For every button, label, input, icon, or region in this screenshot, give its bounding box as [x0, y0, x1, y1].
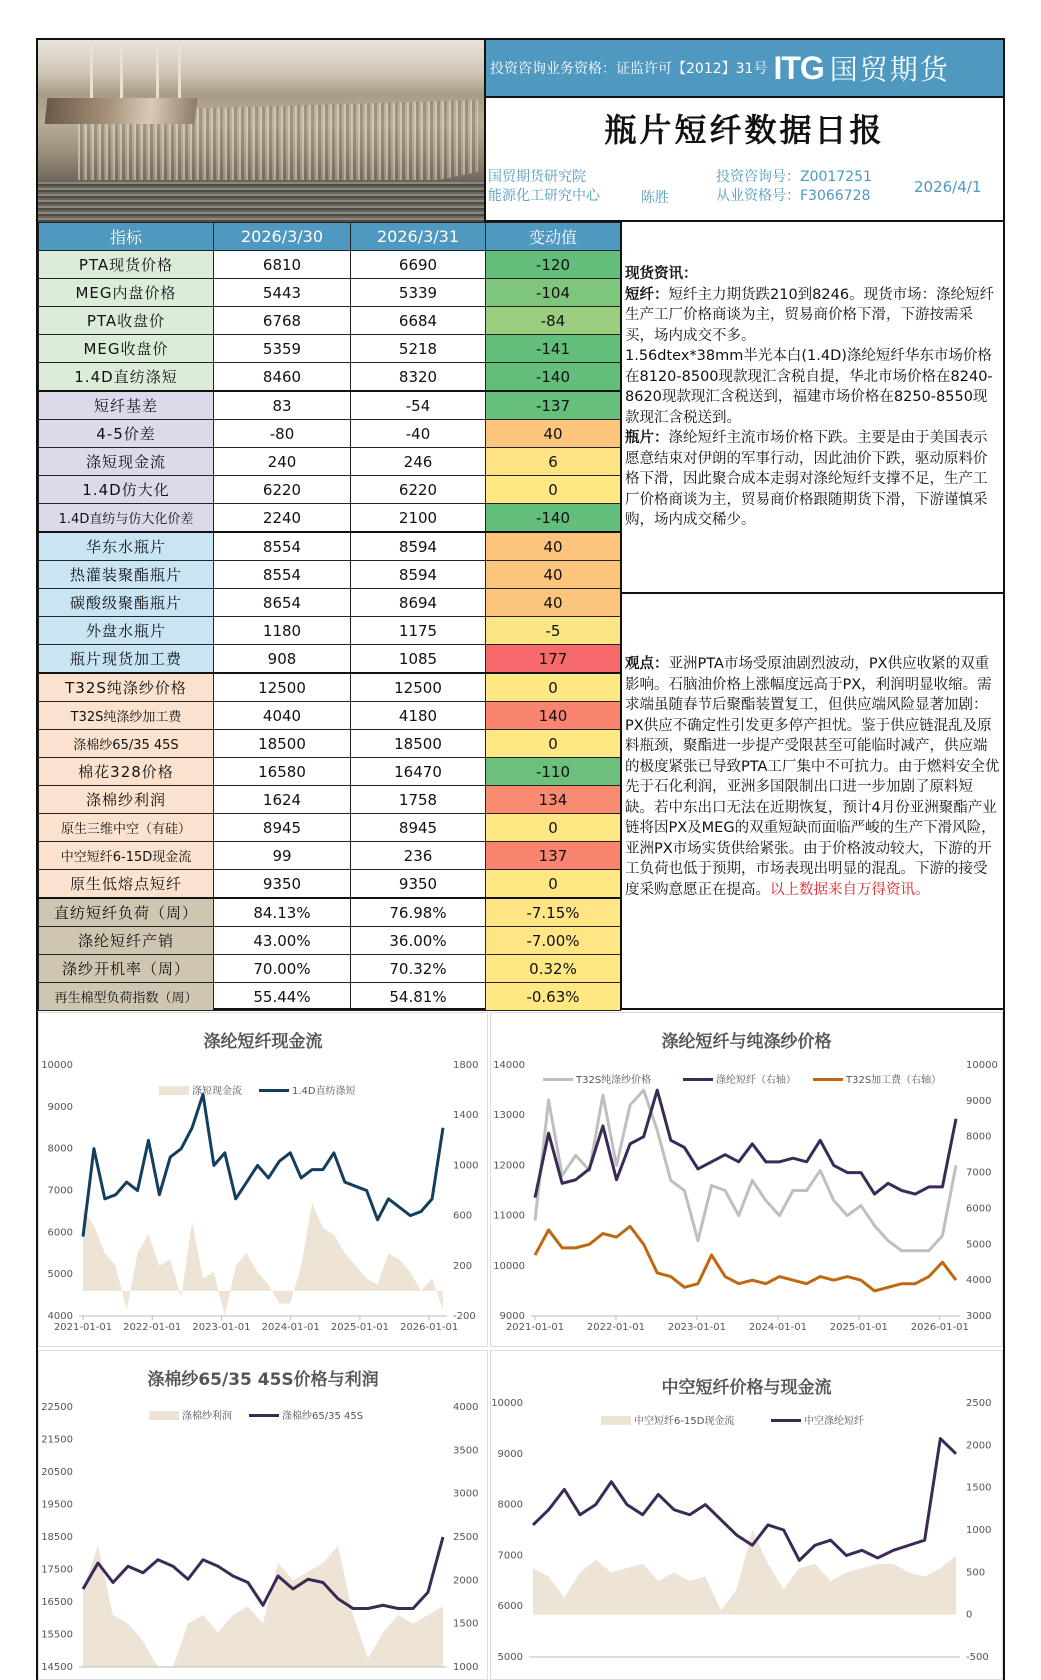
change-value: -7.00% [486, 927, 621, 955]
svg-text:22500: 22500 [41, 1402, 73, 1413]
indicator-label: 原生低熔点短纤 [39, 870, 214, 899]
col-header-indicator: 指标 [39, 223, 214, 251]
svg-text:4000: 4000 [453, 1402, 479, 1413]
svg-text:-500: -500 [966, 1652, 989, 1663]
value-date2: 2100 [351, 504, 486, 533]
indicator-label: 碳酸级聚酯瓶片 [39, 589, 214, 617]
svg-text:2026-01-01: 2026-01-01 [400, 1322, 459, 1333]
area-series [83, 1203, 443, 1316]
table-row [39, 898, 621, 927]
change-value: 137 [486, 842, 621, 870]
change-value: 0.32% [486, 955, 621, 983]
value-date2: 5339 [351, 279, 486, 307]
line-series [83, 1094, 443, 1236]
author-info [486, 162, 1003, 222]
value-date1: 8654 [214, 589, 351, 617]
table-row [39, 730, 621, 758]
table-row [39, 279, 621, 307]
chart-plot [39, 1013, 487, 1346]
change-value: -141 [486, 335, 621, 363]
indicator-label: 涤棉纱65/35 45S [39, 730, 214, 758]
svg-text:6000: 6000 [47, 1227, 73, 1239]
center-name: 能源化工研究中心 [488, 188, 600, 204]
svg-text:8000: 8000 [497, 1499, 523, 1511]
value-date1: 99 [214, 842, 351, 870]
indicator-label: 涤纱开机率（周） [39, 955, 214, 983]
indicator-label: 4-5价差 [39, 420, 214, 448]
svg-text:1800: 1800 [453, 1060, 479, 1071]
brand-name: 国贸期货 [829, 53, 950, 86]
svg-text:14500: 14500 [41, 1662, 73, 1673]
table-header-row [39, 223, 621, 251]
svg-text:2022-01-01: 2022-01-01 [123, 1322, 182, 1333]
svg-text:2025-01-01: 2025-01-01 [330, 1322, 389, 1333]
commentary-panel [620, 222, 1005, 1010]
table-row [39, 645, 621, 674]
indicator-label: T32S纯涤纱价格 [39, 673, 214, 702]
table-row [39, 335, 621, 363]
table-row [39, 307, 621, 335]
chart-title: 中空短纤价格与现金流 [661, 1378, 832, 1398]
psf-label: 短纤： [625, 286, 669, 303]
value-date2: 36.00% [351, 927, 486, 955]
svg-text:500: 500 [966, 1567, 986, 1579]
change-value: 0 [486, 476, 621, 504]
svg-text:13000: 13000 [493, 1110, 525, 1122]
chart-plot [491, 1351, 1002, 1679]
value-date2: 236 [351, 842, 486, 870]
chart-psf-cashflow [38, 1012, 488, 1347]
svg-text:9000: 9000 [47, 1101, 73, 1113]
svg-text:2026-01-01: 2026-01-01 [910, 1322, 969, 1333]
svg-text:5000: 5000 [47, 1269, 73, 1281]
value-date2: 5218 [351, 335, 486, 363]
svg-text:20500: 20500 [41, 1467, 73, 1478]
table-row [39, 561, 621, 589]
svg-text:4000: 4000 [47, 1311, 73, 1322]
value-date2: 8594 [351, 561, 486, 589]
table-row [39, 448, 621, 476]
indicator-label: 外盘水瓶片 [39, 617, 214, 645]
value-date1: 18500 [214, 730, 351, 758]
bottle-text: 涤纶短纤主流市场价格下跌。主要是由于美国表示愿意结束对伊朗的军事行动，因此油价下跌，驱动原料价格下滑，因此聚合成本走弱对涤纶短纤支撑不足，生产工厂价格商谈为主，贸易商价格跟随期货下滑，下游谨慎采购，场内成交稀少。 [625, 430, 988, 528]
svg-text:5000: 5000 [497, 1652, 523, 1663]
svg-text:21500: 21500 [41, 1434, 73, 1446]
value-date2: 8694 [351, 589, 486, 617]
table-row [39, 786, 621, 814]
svg-text:3500: 3500 [453, 1445, 479, 1457]
indicator-label: 华东水瓶片 [39, 532, 214, 561]
change-value: -7.15% [486, 898, 621, 927]
change-value: 6 [486, 448, 621, 476]
table-row [39, 983, 621, 1011]
svg-text:6000: 6000 [497, 1601, 523, 1613]
svg-text:中空涤纶短纤: 中空涤纶短纤 [804, 1416, 864, 1427]
value-date1: 908 [214, 645, 351, 674]
license-text: 投资咨询业务资格：证监许可【2012】31号 [490, 61, 768, 77]
indicator-label: 短纤基差 [39, 391, 214, 420]
svg-text:19500: 19500 [41, 1499, 73, 1511]
svg-text:9000: 9000 [499, 1311, 525, 1322]
table-row [39, 504, 621, 533]
value-date1: 5359 [214, 335, 351, 363]
change-value: -5 [486, 617, 621, 645]
value-date1: 8945 [214, 814, 351, 842]
indicator-label: PTA现货价格 [39, 251, 214, 279]
table-row [39, 842, 621, 870]
chart-title: 涤纶短纤现金流 [203, 1032, 323, 1052]
svg-text:2022-01-01: 2022-01-01 [586, 1322, 646, 1333]
svg-text:1400: 1400 [453, 1110, 479, 1122]
value-date2: -54 [351, 391, 486, 420]
line-series [535, 1226, 956, 1291]
change-value: -120 [486, 251, 621, 279]
value-date1: 8554 [214, 532, 351, 561]
svg-text:0: 0 [966, 1609, 973, 1621]
svg-text:7000: 7000 [47, 1185, 73, 1197]
value-date1: 6220 [214, 476, 351, 504]
value-date1: 9350 [214, 870, 351, 899]
chart-plot [491, 1013, 1002, 1346]
chart-hollow-fiber [490, 1350, 1003, 1680]
svg-text:1500: 1500 [453, 1618, 479, 1630]
consult-number: 投资咨询号：Z0017251 [716, 169, 872, 185]
table-row [39, 251, 621, 279]
svg-text:涤纶短纤（右轴）: 涤纶短纤（右轴） [716, 1075, 796, 1086]
table-row [39, 420, 621, 448]
svg-text:14000: 14000 [493, 1060, 525, 1071]
change-value: 0 [486, 730, 621, 758]
svg-text:16500: 16500 [41, 1597, 73, 1608]
value-date2: 6220 [351, 476, 486, 504]
svg-text:2024-01-01: 2024-01-01 [748, 1322, 807, 1333]
value-date1: -80 [214, 420, 351, 448]
table-row [39, 673, 621, 702]
value-date1: 55.44% [214, 983, 351, 1011]
chart-title: 涤棉纱65/35 45S价格与利润 [147, 1370, 379, 1390]
value-date1: 16580 [214, 758, 351, 786]
loom-banner-image [38, 40, 484, 222]
indicator-label: T32S纯涤纱加工费 [39, 702, 214, 730]
change-value: -104 [486, 279, 621, 307]
value-date1: 12500 [214, 673, 351, 702]
market-view [625, 654, 1000, 900]
change-value: 177 [486, 645, 621, 674]
indicator-label: 1.4D直纺涤短 [39, 363, 214, 392]
indicator-label: 瓶片现货加工费 [39, 645, 214, 674]
svg-text:3000: 3000 [453, 1488, 479, 1500]
chart-plot [39, 1351, 487, 1679]
svg-text:7000: 7000 [966, 1167, 992, 1179]
svg-text:2025-01-01: 2025-01-01 [829, 1322, 888, 1333]
svg-text:2500: 2500 [453, 1532, 479, 1543]
indicator-label: 涤棉纱利润 [39, 786, 214, 814]
col-header-change: 变动值 [486, 223, 621, 251]
value-date2: 6684 [351, 307, 486, 335]
spot-news [625, 264, 1000, 531]
indicator-label: 涤纶短纤产销 [39, 927, 214, 955]
value-date2: 1085 [351, 645, 486, 674]
value-date1: 240 [214, 448, 351, 476]
table-row [39, 391, 621, 420]
area-series [533, 1530, 956, 1615]
change-value: -84 [486, 307, 621, 335]
value-date1: 70.00% [214, 955, 351, 983]
indicator-label: 中空短纤6-15D现金流 [39, 842, 214, 870]
value-date1: 2240 [214, 504, 351, 533]
bottle-label: 瓶片： [625, 430, 669, 446]
report-date: 2026/4/1 [914, 178, 982, 196]
change-value: 140 [486, 702, 621, 730]
indicator-label: 涤短现金流 [39, 448, 214, 476]
chart-tc-yarn [38, 1350, 488, 1680]
table-row [39, 532, 621, 561]
svg-text:9000: 9000 [966, 1095, 992, 1107]
change-value: 0 [486, 814, 621, 842]
line-series [535, 1090, 956, 1251]
change-value: -137 [486, 391, 621, 420]
table-row [39, 363, 621, 392]
value-date2: 9350 [351, 870, 486, 899]
itg-logo: ITG [773, 49, 824, 86]
value-date1: 8460 [214, 363, 351, 392]
report-title: 瓶片短纤数据日报 [604, 111, 885, 149]
change-value: -0.63% [486, 983, 621, 1011]
value-date1: 8554 [214, 561, 351, 589]
svg-text:1000: 1000 [966, 1525, 992, 1536]
table-row [39, 814, 621, 842]
view-label: 观点： [625, 656, 669, 672]
indicator-label: 原生三维中空（有硅） [39, 814, 214, 842]
source-note: 以上数据来自万得资讯。 [770, 881, 930, 898]
svg-text:8000: 8000 [966, 1131, 992, 1143]
value-date2: 18500 [351, 730, 486, 758]
value-date2: 4180 [351, 702, 486, 730]
change-value: -140 [486, 363, 621, 392]
svg-text:涤短现金流: 涤短现金流 [192, 1086, 242, 1097]
change-value: 40 [486, 589, 621, 617]
value-date1: 6810 [214, 251, 351, 279]
value-date1: 83 [214, 391, 351, 420]
indicator-label: 热灌装聚酯瓶片 [39, 561, 214, 589]
value-date2: 16470 [351, 758, 486, 786]
value-date2: 1175 [351, 617, 486, 645]
value-date1: 84.13% [214, 898, 351, 927]
view-text: 亚洲PTA市场受原油剧烈波动，PX供应收紧的双重影响。石脑油价格上涨幅度远高于PX，利润明显收缩。需求端虽随春节后聚酯装置复工，但供应端风险显著加剧：PX供应不确定性引发更多停产担忧。鉴于供应链混乱及原料瓶颈，聚酯进一步提产受限甚至可能临时减产，供应端的极度紧张已导致PTA工厂集中不可抗力。由于燃料安全优先于石化利润，亚洲多国限制出口进一步加剧了原料短缺。若中东出口无法在近期恢复，预计4月份亚洲聚酯产业链将因PX及MEG的双重短缺而面临严峻的生产下滑风险，亚洲PX市场实货供给紧张。由于价格波动较大，下游的开工负荷也低于预期，市场表现出明显的混乱。下游的接受度采购意愿正在提高。 [625, 656, 1000, 898]
svg-text:2023-01-01: 2023-01-01 [667, 1322, 726, 1333]
value-date2: 54.81% [351, 983, 486, 1011]
spot-heading: 现货资讯： [625, 266, 698, 282]
value-date2: -40 [351, 420, 486, 448]
change-value: 40 [486, 420, 621, 448]
svg-text:2000: 2000 [966, 1440, 992, 1452]
value-date2: 246 [351, 448, 486, 476]
line-series [533, 1439, 956, 1561]
indicator-table [38, 222, 621, 1011]
svg-text:2021-01-01: 2021-01-01 [505, 1322, 565, 1333]
indicator-label: 棉花328价格 [39, 758, 214, 786]
table-row [39, 870, 621, 899]
svg-text:12000: 12000 [493, 1160, 525, 1172]
svg-text:600: 600 [453, 1210, 473, 1222]
svg-text:2500: 2500 [966, 1398, 992, 1409]
table-row [39, 758, 621, 786]
table-row [39, 702, 621, 730]
svg-text:1.4D直纺涤短: 1.4D直纺涤短 [292, 1086, 356, 1097]
svg-text:15500: 15500 [41, 1629, 73, 1641]
value-date2: 1758 [351, 786, 486, 814]
svg-text:10000: 10000 [491, 1398, 523, 1409]
value-date1: 43.00% [214, 927, 351, 955]
svg-text:涤棉纱利润: 涤棉纱利润 [182, 1411, 232, 1422]
svg-text:2000: 2000 [453, 1575, 479, 1587]
svg-text:11000: 11000 [493, 1210, 525, 1222]
col-header-date2: 2026/3/31 [351, 223, 486, 251]
table-row [39, 476, 621, 504]
value-date1: 4040 [214, 702, 351, 730]
indicator-label: PTA收盘价 [39, 307, 214, 335]
svg-text:18500: 18500 [41, 1532, 73, 1543]
svg-text:4000: 4000 [966, 1275, 992, 1287]
value-date2: 70.32% [351, 955, 486, 983]
value-date2: 8320 [351, 363, 486, 392]
svg-text:10000: 10000 [966, 1060, 998, 1071]
svg-text:9000: 9000 [497, 1448, 523, 1460]
svg-text:17500: 17500 [41, 1564, 73, 1576]
svg-text:10000: 10000 [41, 1060, 73, 1071]
table-row [39, 617, 621, 645]
change-value: 0 [486, 673, 621, 702]
value-date1: 1624 [214, 786, 351, 814]
commentary-divider [622, 592, 1005, 594]
change-value: -140 [486, 504, 621, 533]
value-date1: 1180 [214, 617, 351, 645]
author-name: 陈胜 [641, 190, 669, 206]
svg-text:T32S纯涤纱价格: T32S纯涤纱价格 [576, 1075, 652, 1086]
svg-text:6000: 6000 [966, 1203, 992, 1215]
svg-text:5000: 5000 [966, 1239, 992, 1251]
svg-text:7000: 7000 [497, 1550, 523, 1562]
table-row [39, 955, 621, 983]
change-value: -110 [486, 758, 621, 786]
change-value: 40 [486, 532, 621, 561]
svg-text:中空短纤6-15D现金流: 中空短纤6-15D现金流 [634, 1416, 735, 1427]
indicator-label: MEG内盘价格 [39, 279, 214, 307]
change-value: 0 [486, 870, 621, 899]
svg-text:-200: -200 [453, 1311, 476, 1322]
svg-text:10000: 10000 [493, 1260, 525, 1272]
header-bar [486, 40, 1003, 98]
value-date2: 8945 [351, 814, 486, 842]
indicator-label: 1.4D仿大化 [39, 476, 214, 504]
change-value: 134 [486, 786, 621, 814]
table-row [39, 927, 621, 955]
svg-text:2023-01-01: 2023-01-01 [192, 1322, 251, 1333]
indicator-label: 1.4D直纺与仿大化价差 [39, 504, 214, 533]
svg-text:T32S加工费（右轴）: T32S加工费（右轴） [846, 1075, 942, 1086]
value-date1: 5443 [214, 279, 351, 307]
indicator-label: 再生棉型负荷指数（周） [39, 983, 214, 1011]
svg-text:1000: 1000 [453, 1160, 479, 1172]
svg-text:2024-01-01: 2024-01-01 [261, 1322, 320, 1333]
value-date2: 12500 [351, 673, 486, 702]
svg-text:1500: 1500 [966, 1482, 992, 1494]
value-date1: 6768 [214, 307, 351, 335]
indicator-label: 直纺短纤负荷（周） [39, 898, 214, 927]
col-header-date1: 2026/3/30 [214, 223, 351, 251]
value-date2: 76.98% [351, 898, 486, 927]
svg-text:8000: 8000 [47, 1143, 73, 1155]
value-date2: 8594 [351, 532, 486, 561]
table-row [39, 589, 621, 617]
svg-text:涤棉纱65/35 45S: 涤棉纱65/35 45S [282, 1411, 364, 1422]
value-date2: 6690 [351, 251, 486, 279]
indicator-label: MEG收盘价 [39, 335, 214, 363]
psf-detail: 1.56dtex*38mm半光本白(1.4D)涤纶短纤华东市场价格在8120-8500现款现汇含税自提，华北市场价格在8240-8620现款现汇含税送到，福建市场价格在8250-8550现款现汇含税送到。 [625, 348, 993, 426]
line-series [83, 1537, 443, 1609]
chart-title: 涤纶短纤与纯涤纱价格 [661, 1032, 832, 1052]
line-series [535, 1090, 956, 1198]
psf-text: 短纤主力期货跌210到8246。现货市场：涤纶短纤生产工厂价格商谈为主，贸易商价格下滑，下游按需采买，场内成交不多。 [625, 286, 995, 344]
svg-text:3000: 3000 [966, 1311, 992, 1322]
svg-text:2021-01-01: 2021-01-01 [53, 1322, 113, 1333]
svg-text:1000: 1000 [453, 1662, 479, 1673]
chart-psf-yarn-price [490, 1012, 1003, 1347]
svg-text:200: 200 [453, 1260, 473, 1272]
change-value: 40 [486, 561, 621, 589]
institute-name: 国贸期货研究院 [488, 169, 586, 185]
qualification-number: 从业资格号：F3066728 [716, 188, 871, 204]
